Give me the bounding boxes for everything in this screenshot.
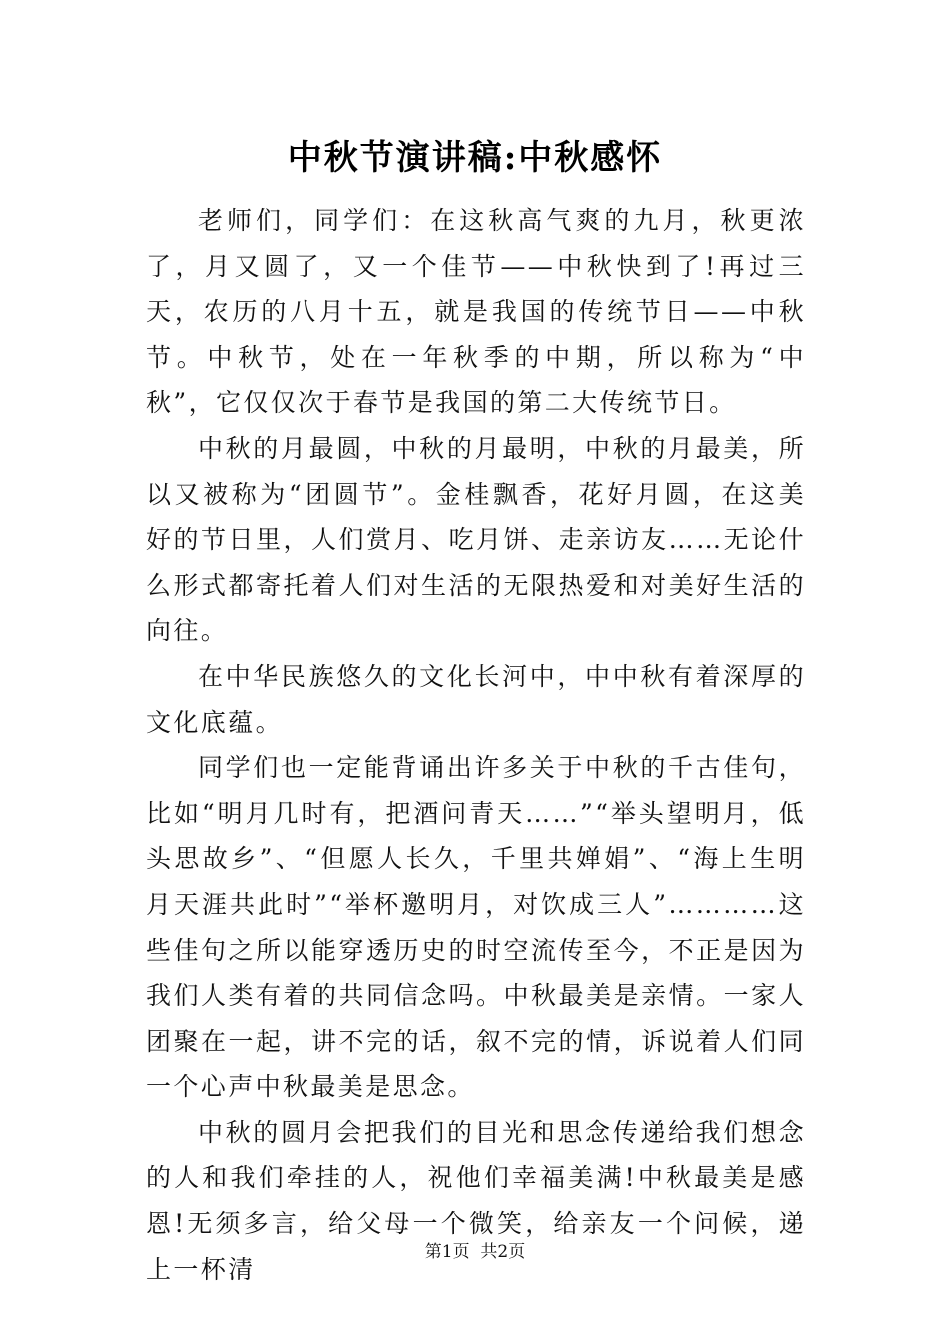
document-body xyxy=(146,198,806,1292)
paragraph-4: 同学们也一定能背诵出许多关于中秋的千古佳句，比如“明月几时有，把酒问青天……”“举头望明月，低头思故乡”、“但愿人长久，千里共婵娟”、“海上生明月天涯共此时”“举杯邀明月，对饮成三人”…………这些佳句之所以能穿透历史的时空流传至今，不正是因为我们人类有着的共同信念吗。中秋最美是亲情。一家人团聚在一起，讲不完的话，叙不完的情，诉说着人们同一个心声中秋最美是思念。 xyxy=(146,753,806,1102)
paragraph-5: 中秋的圆月会把我们的目光和思念传递给我们想念的人和我们牵挂的人，祝他们幸福美满!中秋最美是感恩!无须多言，给父母一个微笑，给亲友一个问候，递上一杯清 xyxy=(146,1117,806,1284)
paragraph-3: 在中华民族悠久的文化长河中，中中秋有着深厚的文化底蕴。 xyxy=(146,661,806,737)
paragraph-1: 老师们，同学们：在这秋高气爽的九月，秋更浓了，月又圆了，又一个佳节——中秋快到了!再过三天，农历的八月十五，就是我国的传统节日——中秋节。中秋节，处在一年秋季的中期，所以称为“中秋”，它仅仅次于春节是我国的第二大传统节日。 xyxy=(146,206,806,418)
document-title: 中秋节演讲稿:中秋感怀 xyxy=(287,138,663,178)
paragraph-2: 中秋的月最圆，中秋的月最明，中秋的月最美，所以又被称为“团圆节”。金桂飘香，花好月圆，在这美好的节日里，人们赏月、吃月饼、走亲访友……无论什么形式都寄托着人们对生活的无限热爱和对美好生活的向往。 xyxy=(146,433,806,646)
page-number-footer: 第1页 共2页 xyxy=(424,1242,526,1262)
